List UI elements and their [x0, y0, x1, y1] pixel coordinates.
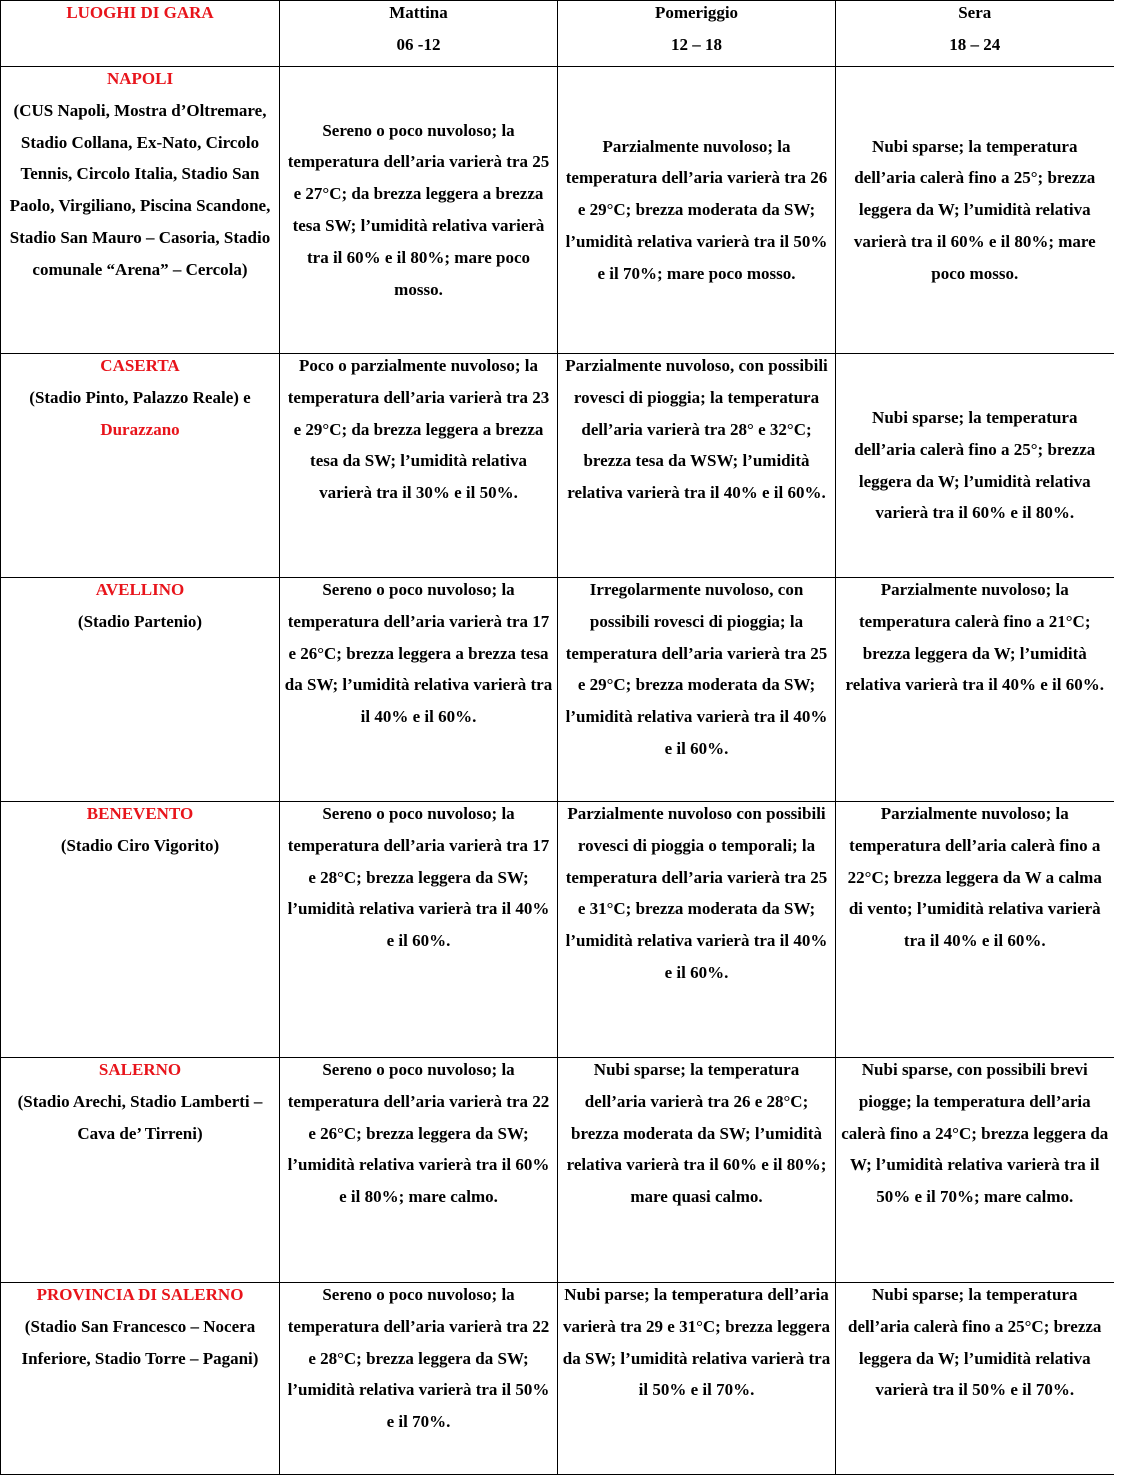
- place-col-label: LUOGHI DI GARA: [66, 3, 214, 22]
- forecast-text: Nubi sparse; la temperatura dell’aria calerà fino a 25°; brezza leggera da W; l’umidità relativa varierà tra il 60% e il 80%; mare poco mosso.: [853, 136, 1096, 283]
- header-sera: [836, 1, 1114, 67]
- table-row: [1, 802, 1114, 1058]
- forecast-text: Parzialmente nuvoloso; la temperatura dell’aria calerà fino a 22°C; brezza leggera da W a calma di vento; l’umidità relativa varierà tra il 40% e il 60%.: [847, 804, 1102, 951]
- header-pomeriggio: [558, 1, 836, 67]
- forecast-sera: [836, 1283, 1114, 1475]
- place-venues: (Stadio Ciro Vigorito): [60, 835, 220, 855]
- forecast-text: Parzialmente nuvoloso; la temperatura dell’aria varierà tra 26 e 29°C; brezza moderata da SW; l’umidità relativa varierà tra il 50% e il 70%; mare poco mosso.: [565, 136, 828, 283]
- header-place: [1, 1, 280, 67]
- place-name: AVELLINO: [95, 580, 185, 599]
- header-mattina: [280, 1, 558, 67]
- place-cell: [1, 67, 280, 354]
- forecast-text: Sereno o poco nuvoloso; la temperatura dell’aria varierà tra 22 e 26°C; brezza leggera da SW; l’umidità relativa varierà tra il 60% e il 80%; mare calmo.: [287, 1060, 550, 1207]
- place-cell: [1, 578, 280, 802]
- forecast-sera: [836, 802, 1114, 1058]
- forecast-text: Sereno o poco nuvoloso; la temperatura dell’aria varierà tra 25 e 27°C; da brezza leggera a brezza tesa SW; l’umidità relativa varierà tra il 60% e il 80%; mare poco mosso.: [287, 120, 550, 299]
- forecast-sera: [836, 578, 1114, 802]
- place-venues: (Stadio San Francesco – Nocera Inferiore, Stadio Torre – Pagani): [21, 1316, 259, 1368]
- period-label: Sera: [958, 3, 992, 22]
- period-hours: 12 – 18: [671, 34, 722, 54]
- forecast-pomeriggio: [558, 578, 836, 802]
- forecast-sera: [836, 1058, 1114, 1283]
- forecast-pomeriggio: [558, 1283, 836, 1475]
- header-row: [1, 1, 1114, 67]
- period-hours: 18 – 24: [949, 34, 1001, 54]
- table-row: [1, 67, 1114, 354]
- place-venues: (CUS Napoli, Mostra d’Oltremare, Stadio Collana, Ex-Nato, Circolo Tennis, Circolo Italia, Stadio San Paolo, Virgiliano, Piscina Scandone, Stadio San Mauro – Casoria, Stadio comunale “Arena” – Cercola): [9, 100, 271, 279]
- forecast-mattina: [280, 578, 558, 802]
- table-row: [1, 354, 1114, 578]
- period-hours: 06 -12: [396, 34, 441, 54]
- table-row: [1, 578, 1114, 802]
- forecast-pomeriggio: [558, 354, 836, 578]
- place-name: Durazzano: [100, 419, 180, 439]
- forecast-sera: [836, 67, 1114, 354]
- place-cell: [1, 1058, 280, 1283]
- forecast-pomeriggio: [558, 802, 836, 1058]
- forecast-text: Parzialmente nuvoloso, con possibili rovesci di pioggia; la temperatura dell’aria varierà tra 28° e 32°C; brezza tesa da WSW; l’umidità relativa varierà tra il 40% e il 60%.: [565, 356, 828, 503]
- place-name: BENEVENTO: [86, 804, 194, 823]
- place-name: NAPOLI: [106, 69, 174, 88]
- forecast-pomeriggio: [558, 67, 836, 354]
- period-label: Mattina: [389, 3, 448, 22]
- forecast-sera: [836, 354, 1114, 578]
- forecast-text: Sereno o poco nuvoloso; la temperatura dell’aria varierà tra 22 e 28°C; brezza leggera da SW; l’umidità relativa varierà tra il 50% e il 70%.: [287, 1285, 550, 1432]
- place-venues: (Stadio Pinto, Palazzo Reale) e: [29, 387, 251, 407]
- place-cell: [1, 354, 280, 578]
- forecast-text: Nubi sparse; la temperatura dell’aria calerà fino a 25°; brezza leggera da W; l’umidità relativa varierà tra il 60% e il 80%.: [854, 407, 1096, 523]
- forecast-text: Nubi sparse; la temperatura dell’aria varierà tra 26 e 28°C; brezza moderata da SW; l’umidità relativa varierà tra il 60% e il 80%; mare quasi calmo.: [566, 1060, 827, 1207]
- place-name: SALERNO: [98, 1060, 182, 1079]
- table-row: [1, 1058, 1114, 1283]
- forecast-mattina: [280, 1283, 558, 1475]
- forecast-text: Nubi sparse, con possibili brevi piogge; la temperatura dell’aria calerà fino a 24°C; brezza leggera da W; l’umidità relativa varierà tra il 50% e il 70%; mare calmo.: [841, 1060, 1109, 1207]
- forecast-text: Irregolarmente nuvoloso, con possibili rovesci di pioggia; la temperatura dell’aria varierà tra 25 e 29°C; brezza moderata da SW; l’umidità relativa varierà tra il 40% e il 60%.: [565, 580, 828, 758]
- forecast-text: Poco o parzialmente nuvoloso; la temperatura dell’aria varierà tra 23 e 29°C; da brezza leggera a brezza tesa da SW; l’umidità relativa varierà tra il 30% e il 50%.: [287, 356, 550, 503]
- forecast-text: Nubi parse; la temperatura dell’aria varierà tra 29 e 31°C; brezza leggera da SW; l’umidità relativa varierà tra il 50% e il 70%.: [562, 1285, 831, 1400]
- forecast-mattina: [280, 354, 558, 578]
- period-label: Pomeriggio: [654, 3, 739, 22]
- forecast-text: Parzialmente nuvoloso con possibili rovesci di pioggia o temporali; la temperatura dell’aria varierà tra 25 e 31°C; brezza moderata da SW; l’umidità relativa varierà tra il 40% e il 60%.: [565, 804, 828, 982]
- forecast-text: Nubi sparse; la temperatura dell’aria calerà fino a 25°C; brezza leggera da W; l’umidità relativa varierà tra il 50% e il 70%.: [848, 1285, 1102, 1400]
- place-name: PROVINCIA DI SALERNO: [36, 1285, 244, 1304]
- place-venues: (Stadio Partenio): [77, 611, 203, 631]
- forecast-pomeriggio: [558, 1058, 836, 1283]
- table-row: [1, 1283, 1114, 1475]
- place-venues: (Stadio Arechi, Stadio Lamberti – Cava de’ Tirreni): [17, 1091, 263, 1143]
- forecast-text: Parzialmente nuvoloso; la temperatura calerà fino a 21°C; brezza leggera da W; l’umidità relativa varierà tra il 40% e il 60%.: [845, 580, 1104, 695]
- forecast-mattina: [280, 802, 558, 1058]
- forecast-text: Sereno o poco nuvoloso; la temperatura dell’aria varierà tra 17 e 26°C; brezza leggera a brezza tesa da SW; l’umidità relativa varierà tra il 40% e il 60%.: [284, 580, 553, 727]
- forecast-mattina: [280, 67, 558, 354]
- place-name: CASERTA: [100, 356, 180, 375]
- forecast-mattina: [280, 1058, 558, 1283]
- forecast-text: Sereno o poco nuvoloso; la temperatura dell’aria varierà tra 17 e 28°C; brezza leggera da SW; l’umidità relativa varierà tra il 40% e il 60%.: [287, 804, 550, 951]
- place-cell: [1, 1283, 280, 1475]
- place-cell: [1, 802, 280, 1058]
